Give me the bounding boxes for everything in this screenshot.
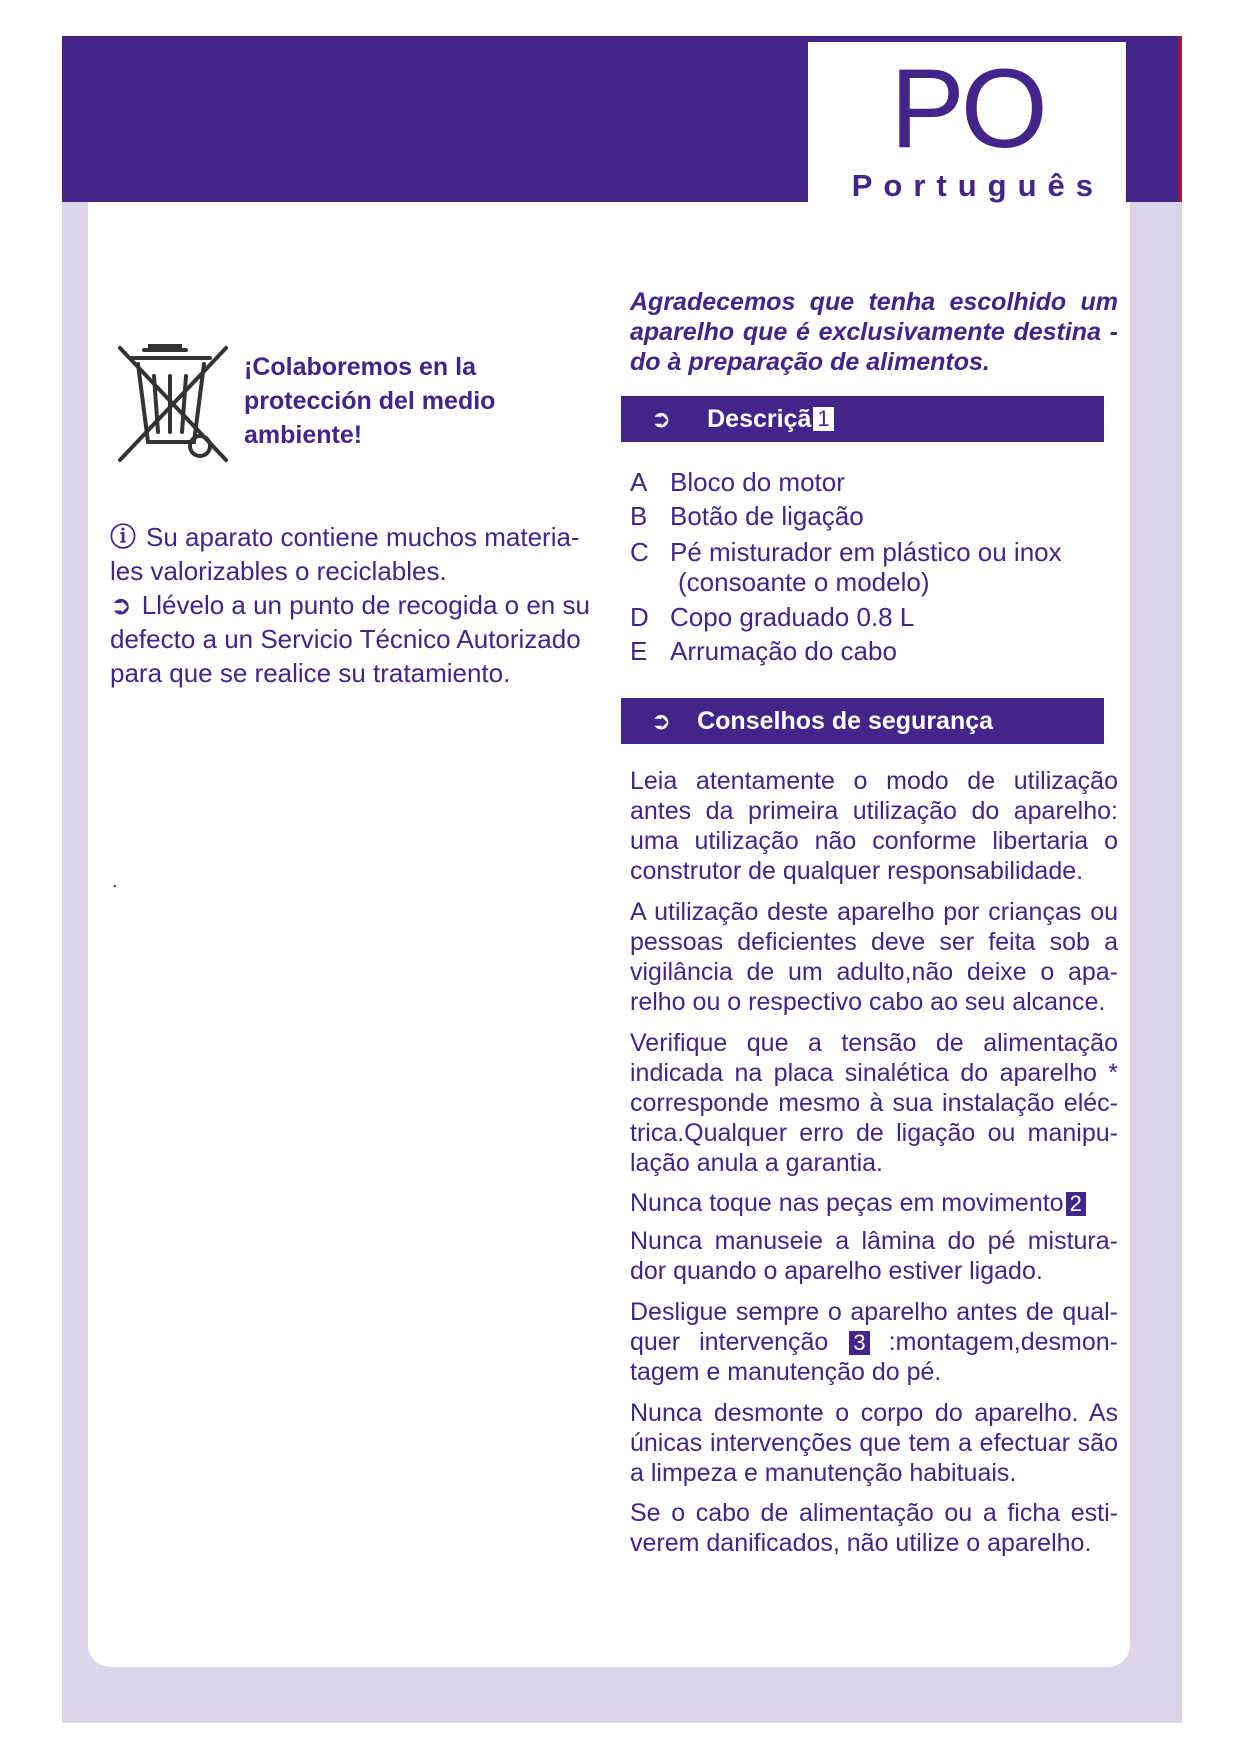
arrow-right-icon: ➲ bbox=[651, 707, 672, 735]
description-item bbox=[630, 602, 1110, 632]
safety-paragraph: Verifique que a tensão de alimentação indicada na placa sinalética do aparelho * corresponde mesmo à sua instalação eléc- trica.Qualquer erro de ligação ou manipu- lação anula a garantia. bbox=[630, 1029, 1118, 1177]
arrow-right-icon: ➲ bbox=[651, 405, 672, 433]
item-letter: D bbox=[630, 602, 649, 632]
item-letter: A bbox=[630, 467, 648, 497]
safety-paragraph-text-after: :montagem,desmon- tagem e manutenção do pé. bbox=[630, 1328, 1118, 1386]
figure-number: 3 bbox=[849, 1331, 869, 1355]
recycling-info-text bbox=[110, 520, 620, 588]
item-letter: C bbox=[630, 537, 649, 567]
intro-text: Agradecemos que tenha escolhido um aparelho que é exclusivamente destina - do à preparação de alimentos. bbox=[630, 288, 1118, 376]
item-text: Pé misturador em plástico ou inox bbox=[670, 537, 1062, 567]
safety-paragraph: Leia atentamente o modo de utilização antes da primeira utilização do aparelho: uma utilização não conforme libertaria o construtor de qualquer responsabilidade. bbox=[630, 767, 1118, 885]
arrow-right-icon: ➲ bbox=[110, 590, 132, 620]
figure-number: 1 bbox=[813, 407, 833, 431]
safety-paragraph-text: Desligue sempre o aparelho antes de qual- quer intervenção bbox=[630, 1298, 1118, 1356]
description-section-header bbox=[621, 396, 1104, 442]
description-title: Descriçã bbox=[707, 404, 812, 433]
description-item bbox=[630, 636, 1110, 666]
recycling-action-text bbox=[110, 588, 620, 690]
item-letter: B bbox=[630, 501, 648, 531]
info-icon: ⓘ bbox=[110, 522, 137, 552]
item-text: Arrumação do cabo bbox=[670, 636, 897, 666]
weee-heading: ¡Colaboremos en la protección del medio ambiente! bbox=[244, 353, 496, 449]
item-letter: E bbox=[630, 636, 648, 666]
stray-dot: . bbox=[112, 870, 118, 892]
safety-paragraph bbox=[630, 1297, 1118, 1387]
language-name: Português bbox=[851, 168, 1104, 203]
item-text-continued: (consoante o modelo) bbox=[678, 567, 930, 597]
crossed-bin-recycling-icon bbox=[114, 342, 232, 466]
description-item bbox=[630, 467, 1110, 497]
item-text: Bloco do motor bbox=[670, 467, 845, 497]
figure-number: 2 bbox=[1066, 1192, 1086, 1216]
recycling-action-body: Llévelo a un punto de recogida o en su defecto a un Servicio Técnico Autorizado para que se realice su tratamiento. bbox=[110, 590, 590, 688]
header-edge-accent bbox=[1178, 36, 1182, 202]
safety-paragraph-text: Nunca toque nas peças em movimento bbox=[630, 1189, 1064, 1217]
item-text: Copo graduado 0.8 L bbox=[670, 602, 915, 632]
safety-paragraph: Nunca desmonte o corpo do aparelho. As únicas intervenções que tem a efectuar são a limpeza e manutenção habituais. bbox=[630, 1399, 1118, 1487]
language-tab bbox=[808, 42, 1126, 204]
safety-title: Conselhos de segurança bbox=[697, 706, 994, 735]
safety-paragraph: Nunca manuseie a lâmina do pé mistura- dor quando o aparelho estiver ligado. bbox=[630, 1227, 1118, 1285]
recycling-info-body: Su aparato contiene muchos materia- les valorizables o reciclables. bbox=[110, 522, 580, 586]
description-item bbox=[630, 537, 1110, 597]
safety-section-header bbox=[621, 698, 1104, 744]
item-text: Botão de ligação bbox=[670, 501, 864, 531]
safety-paragraph: A utilização deste aparelho por crianças ou pessoas deficientes deve ser feita sob a vigilância de um adulto,não deixe o apa- relho ou o respectivo cabo ao seu alcance. bbox=[630, 898, 1118, 1016]
language-code: PO bbox=[890, 46, 1044, 171]
safety-paragraph: Se o cabo de alimentação ou a ficha esti- verem danificados, não utilize o aparelho. bbox=[630, 1499, 1118, 1557]
safety-paragraph bbox=[630, 1188, 1118, 1218]
description-item bbox=[630, 501, 1110, 531]
